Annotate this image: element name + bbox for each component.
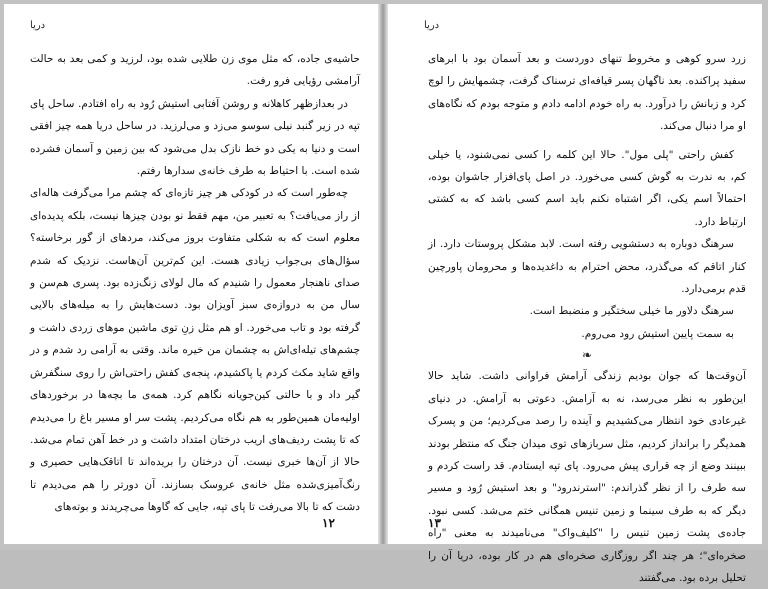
paragraph: کفش راحتی "پلی مول". حالا این کلمه را کسی نمی‌شنود، یا خیلی کم، به ندرت به گوش کسی می‌خورد. در اصل پای‌افزار جاشوان بوده، احتمالاً اسم یکی، اگر اشتباه نکنم باید اسم کسی باشد که به کشتی ارتباط دارد. bbox=[428, 148, 746, 228]
paragraph: آن‌وقت‌ها که جوان بودیم زندگی آرامش فراوانی داشت. شاید حالا این‌طور به نظر می‌رسد، نه به آرامش. دعوتی به آرامش. در دنیای غیرعادی خود انتظار می‌کشیدیم و آینده را رصد می‌کردیم؛ من و پسرک همدیگر را برانداز کردیم، مثل سربازهای توی میدان جنگ که منتظر بودند ببینند وضع از چه قراری پیش می‌رود. پای تپه ایستادم. قد راست کردم و سه طرف را از نظر گذراندم: "استرندرود" و بعد استیش رُود و مسیر دیگر که به طرف سینما و زمین تنیس همگانی ختم می‌شد. کسی نبود. جاده‌ی پشت زمین تنیس را "کلیف‌واک" می‌نامیدند به معنی "راه صخره‌ای"؛ هر چند اگر روزگاری صخره‌ای هم در کار بوده، دریا آن را تحلیل برده بود. می‌گفتند bbox=[428, 370, 746, 584]
book-gutter bbox=[378, 4, 388, 544]
page-number: ۱۲ bbox=[322, 516, 335, 530]
paragraph: در بعدازظهر کاهلانه و روشن آفتابی استیش رُود به راه افتادم. ساحل پای تپه در زیر گنبد نیلی سوسو می‌زد و می‌لرزید. در ساحل دریا همه چیز افقی است و دنیا به یکی دو خط نازک بدل می‌شود که بین زمین و آسمان فشرده شده است. با احتیاط به طرف خانه‌ی سدارها رفتم. bbox=[30, 97, 360, 178]
right-page bbox=[388, 4, 762, 584]
paragraph: زرد سرو کوهی و مخروط تنهای دوردست و بعد آسمان بود با ابرهای سفید پراکنده. بعد ناگهان پسر قیافه‌ای ترسناک گرفت، چشمهایش را لوچ کرد و زبانش را درآورد. به راه خودم ادامه دادم و متوجه بودم که نگاه‌های او مرا دنبال می‌کند. bbox=[428, 53, 746, 133]
running-head: دریا bbox=[424, 20, 440, 31]
paragraph: سرهنگ دوباره به دستشویی رفته است. لابد مشکل پروستات دارد. از کنار اتاقم که می‌گذرد، محض احترام به داغدیده‌ها و محرومان پاورچین قدم برمی‌دارد. bbox=[428, 238, 746, 296]
paragraph: حاشیه‌ی جاده، که مثل موی زن طلایی شده بود، لرزید و کمی بعد به حالت آرامشی رؤیایی فرو رفت. bbox=[30, 53, 360, 88]
left-page bbox=[4, 4, 378, 544]
paragraph: چه‌طور است که در کودکی هر چیز تازه‌ای که چشم مرا می‌گرفت هاله‌ای از راز می‌یافت؟ به تعبیر من، مهم فقط نو بودن چیزها نیست، بلکه پدیده‌ای معلوم است که به شکلی متفاوت بروز می‌کند، مردهای از گور برخاسته؟ سؤال‌های بی‌جواب زیادی هست. این کم‌ترین آن‌هاست. نزدیک که شدم صدای ناهنجار معمول را شنیدم که مال لولای زنگ‌زده بود. پسری هم‌سن و سال من به دروازه‌ی سبز آویزان بود. دست‌هایش را به میله‌های بالایی گرفته بود و تاب می‌خورد. او هم مثل زنِ توی ماشین موهای زردی داشت و چشم‌های تیله‌ای‌اش به چشمان من خیره ماند. وقتی به آرامی رد شدم و در واقع شاید مکث کردم یا پاکشیدم، پنجه‌ی کفش راحتی‌اش را روی سنگفرش گیر داد و با حالتی کین‌جویانه نگاهم کرد. همه‌ی ما بچه‌ها در برخوردهای اولیه‌مان همین‌طور به هم نگاه می‌کردیم. پشت سر او مسیر باغ را می‌دیدم که تا پشت ردیف‌های اریب درختان امتداد داشت و در خط آهن تمام می‌شد. حالا از آن‌ها خبری نیست. آن درختان را بریده‌اند تا اتاقک‌هایی حصیری و رنگ‌آمیزی‌شده مثل خانه‌ی عروسک بسازند. آن دورتر را هم می‌دیدم تا دشت که تا بالا می‌رفت تا پای تپه، جایی که گاوها می‌چریدند و بوته‌های bbox=[30, 187, 360, 514]
running-head: دریا bbox=[30, 20, 46, 31]
page-number: ۱۳ bbox=[428, 516, 441, 530]
section-ornament-icon: ❧ bbox=[581, 348, 593, 363]
page-body bbox=[30, 48, 360, 519]
paragraph: به سمت پایین استیش رود می‌روم. bbox=[581, 327, 734, 340]
page-body bbox=[428, 48, 746, 589]
paragraph: سرهنگ دلاور ما خیلی سختگیر و منضبط است. bbox=[529, 305, 734, 318]
